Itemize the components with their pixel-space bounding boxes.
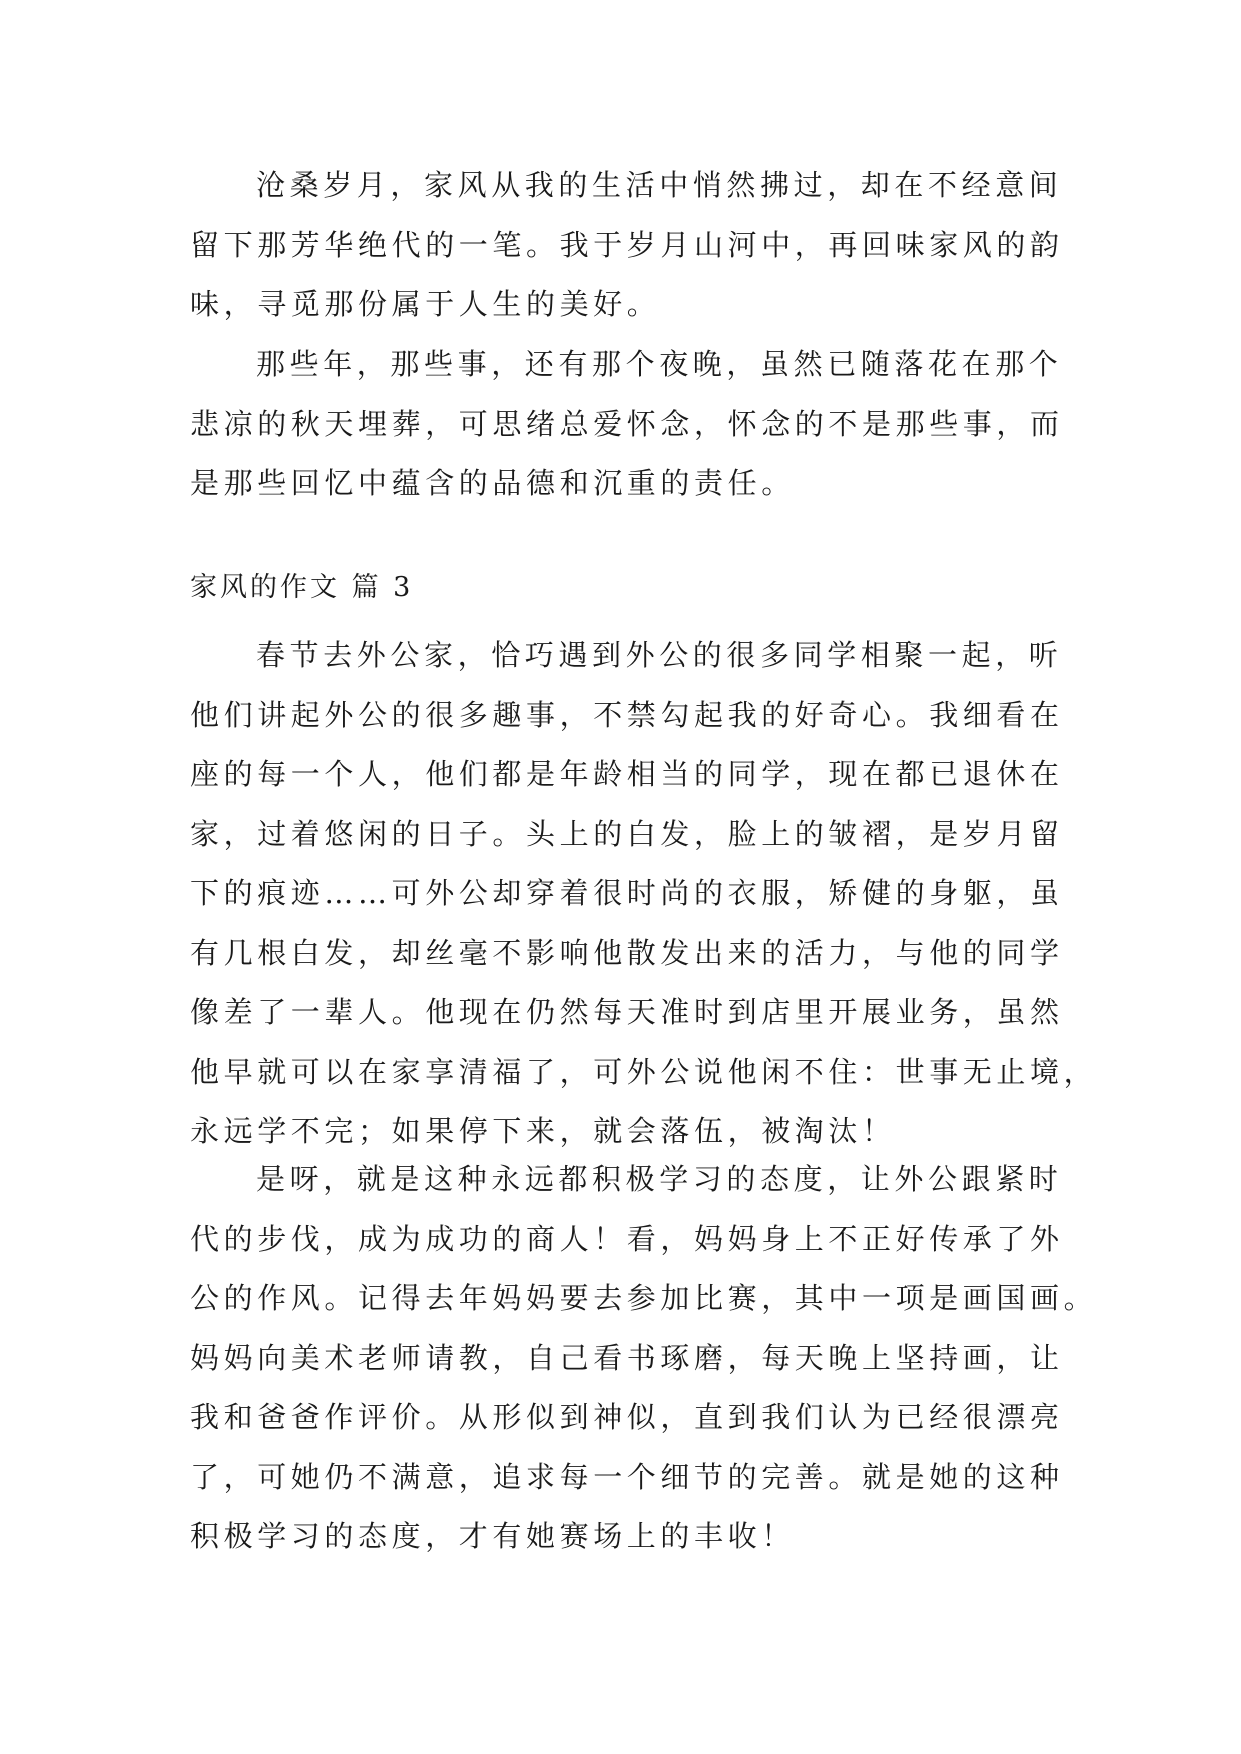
paragraph-line: 留下那芳华绝代的一笔。我于岁月山河中，再回味家风的韵: [190, 227, 1064, 262]
paragraph-line: 他早就可以在家享清福了，可外公说他闲不住：世事无止境，: [190, 1054, 1098, 1089]
paragraph-line: 像差了一辈人。他现在仍然每天准时到店里开展业务，虽然: [190, 995, 1064, 1029]
paragraph-line: 下的痕迹……可外公却穿着很时尚的衣服，矫健的身躯，虽: [190, 876, 1064, 910]
paragraph-line: 悲凉的秋天埋葬，可思绪总爱怀念，怀念的不是那些事，而: [190, 406, 1064, 441]
paragraph-line: 我和爸爸作评价。从形似到神似，直到我们认为已经很漂亮: [190, 1400, 1064, 1434]
paragraph-line: 是那些回忆中蕴含的品德和沉重的责任。: [190, 466, 795, 500]
section-heading: 家风的作文 篇 3: [190, 572, 414, 603]
paragraph-line: 公的作风。记得去年妈妈要去参加比赛，其中一项是画国画。: [190, 1281, 1098, 1315]
paragraph-line: 沧桑岁月，家风从我的生活中悄然拂过，却在不经意间: [256, 168, 1063, 202]
paragraph-line: 家，过着悠闲的日子。头上的白发，脸上的皱褶，是岁月留: [190, 816, 1064, 851]
paragraph-4: [190, 1150, 1098, 1567]
paragraph-2: [190, 335, 1064, 514]
paragraph-line: 了，可她仍不满意，追求每一个细节的完善。就是她的这种: [190, 1459, 1064, 1494]
paragraph-line: 座的每一个人，他们都是年龄相当的同学，现在都已退休在: [190, 757, 1064, 791]
paragraph-3: [190, 626, 1098, 1162]
paragraph-line: 妈妈向美术老师请教，自己看书琢磨，每天晚上坚持画，让: [190, 1340, 1064, 1375]
paragraph-line: 味，寻觅那份属于人生的美好。: [190, 287, 661, 321]
paragraph-line: 永远学不完；如果停下来，就会落伍，被淘汰！: [190, 1114, 896, 1148]
paragraph-line: 有几根白发，却丝毫不影响他散发出来的活力，与他的同学: [190, 935, 1064, 970]
paragraph-line: 他们讲起外公的很多趣事，不禁勾起我的好奇心。我细看在: [190, 697, 1064, 732]
paragraph-line: 那些年，那些事，还有那个夜晚，虽然已随落花在那个: [256, 347, 1063, 381]
paragraph-line: 积极学习的态度，才有她赛场上的丰收！: [190, 1519, 795, 1553]
paragraph-1: [190, 156, 1064, 335]
paragraph-line: 代的步伐，成为成功的商人！看，妈妈身上不正好传承了外: [190, 1221, 1064, 1256]
paragraph-line: 春节去外公家，恰巧遇到外公的很多同学相聚一起，听: [256, 638, 1063, 672]
paragraph-line: 是呀，就是这种永远都积极学习的态度，让外公跟紧时: [256, 1162, 1063, 1196]
